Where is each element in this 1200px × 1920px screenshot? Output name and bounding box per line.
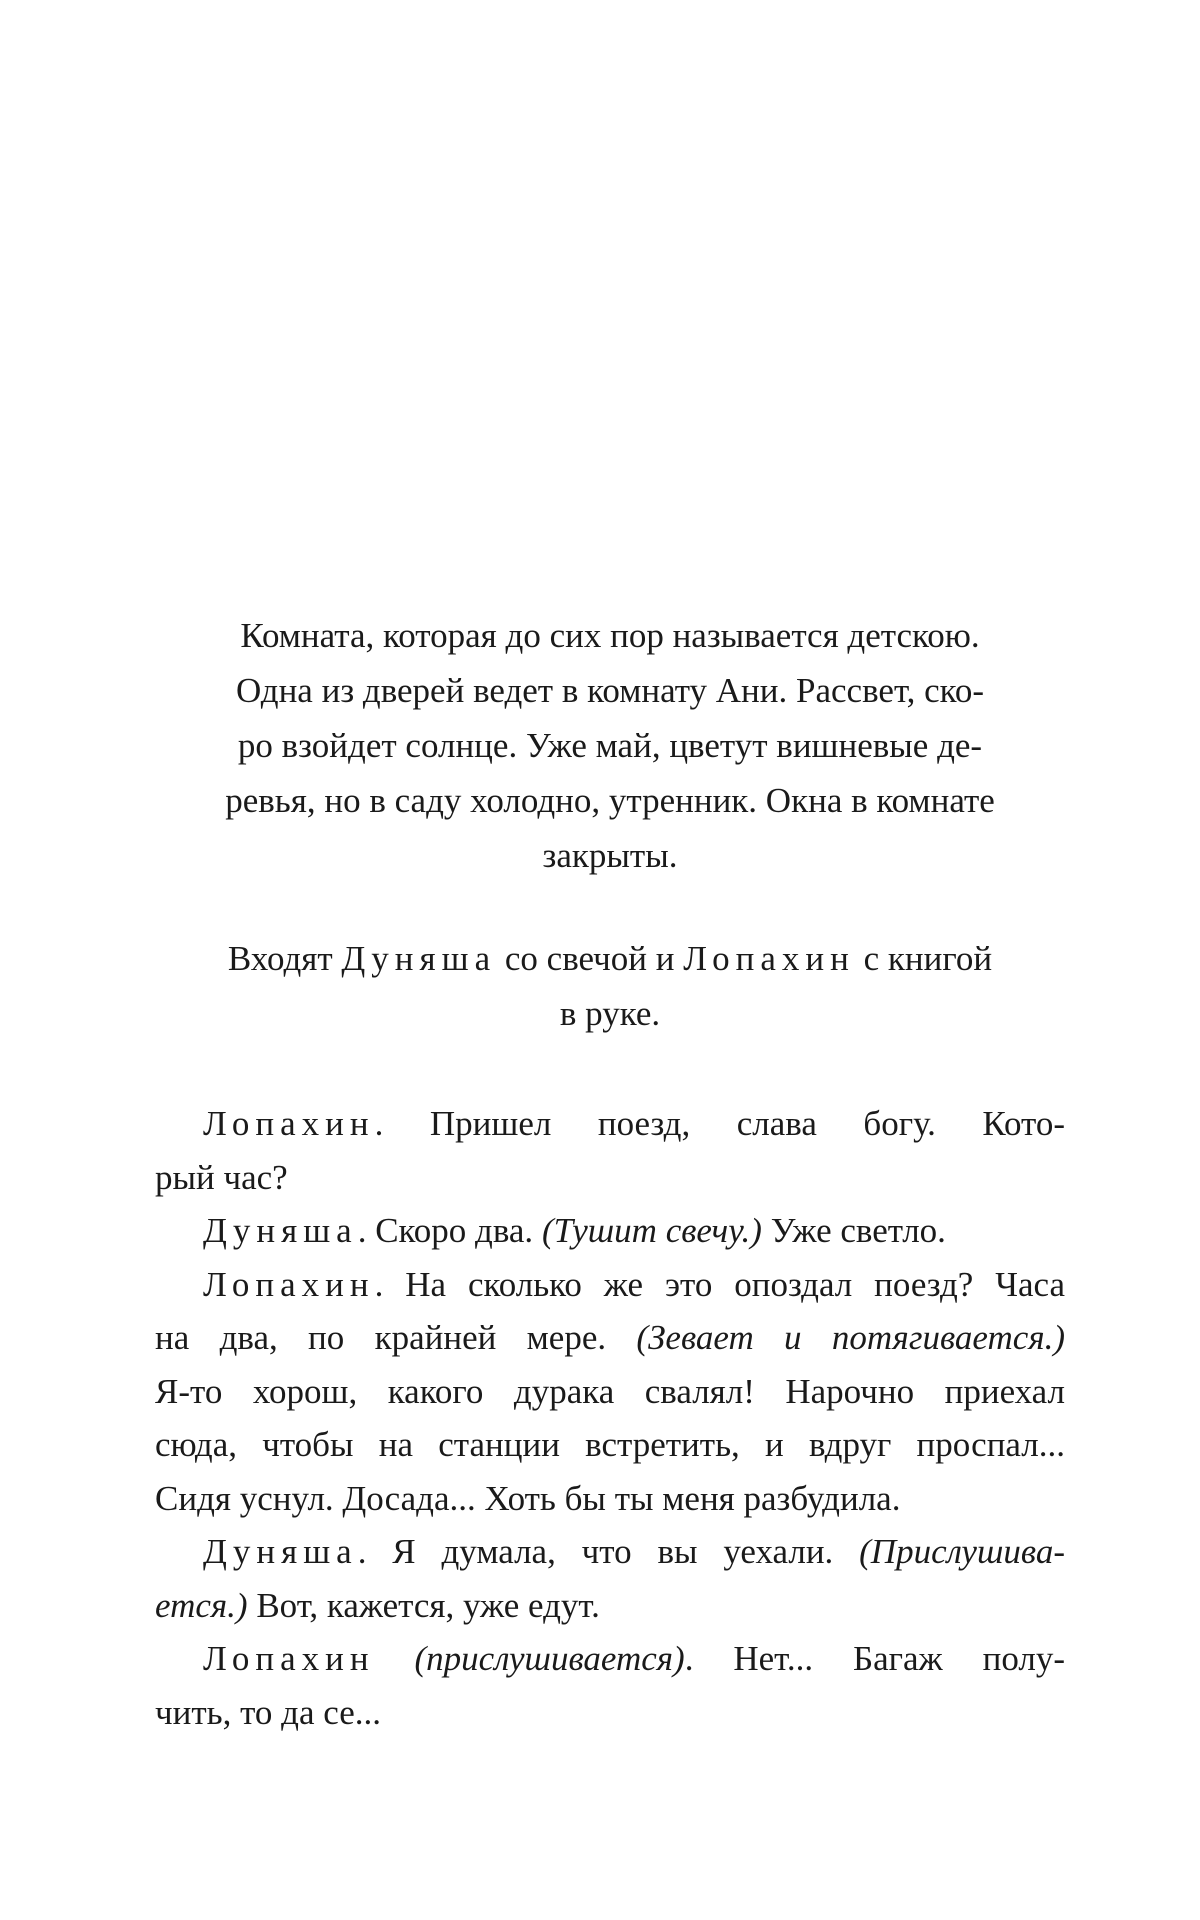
dialogue (155, 1097, 1065, 1739)
speech-text: . Скоро два. (357, 1211, 542, 1250)
stage-remark: (Прислушива- (859, 1532, 1065, 1571)
stage-remark: (прислушивается) (414, 1639, 685, 1678)
dialogue-text-line: сюда, чтобы на станции встретить, и вдруг проспал... (155, 1425, 1065, 1464)
dialogue-line (155, 1097, 1065, 1204)
entrance-prefix: Входят (227, 939, 342, 978)
speaker-name: Лопахин (203, 1104, 375, 1143)
speech-text: . Пришел поезд, слава богу. Кото- (374, 1104, 1065, 1143)
dialogue-text-line: рый час? (155, 1157, 288, 1197)
entrance-direction (155, 931, 1065, 1041)
dialogue-text-line (155, 1632, 1065, 1686)
dialogue-text-line: Я-то хорош, какого дурака свалял! Нарочно приехал (155, 1371, 1065, 1411)
stage-direction-line: Одна из дверей ведет в комнату Ани. Рассвет, ско- (235, 671, 985, 710)
entrance-line-1 (155, 931, 1065, 986)
dialogue-text-line: Сидя уснул. Досада... Хоть бы ты меня разбудила. (155, 1478, 901, 1518)
speech-text: . Я думала, что вы уехали. (357, 1532, 860, 1571)
speech-text: Вот, кажется, уже едут. (247, 1585, 600, 1625)
dialogue-text-line (155, 1258, 1065, 1312)
speaker-name: Лопахин (203, 1264, 375, 1304)
dialogue-line (155, 1204, 1065, 1258)
dialogue-line (155, 1525, 1065, 1632)
speaker-name: Дуняша (203, 1532, 358, 1571)
dialogue-text-line: чить, то да се... (155, 1692, 382, 1732)
entrance-suffix: с книгой (854, 939, 993, 978)
speaker-name: Дуняша (203, 1211, 358, 1250)
dialogue-text-line (155, 1311, 1065, 1365)
speech-text: . Нет... Багаж полу- (684, 1639, 1065, 1678)
entrance-middle: со свечой и (496, 939, 684, 978)
dialogue-text-line (155, 1525, 1065, 1579)
stage-remark: ется.) (155, 1585, 248, 1625)
speech-text: на два, по крайней мере. (155, 1318, 637, 1357)
stage-direction-line: закрыты. (542, 836, 678, 875)
stage-remark: (Тушит свечу.) (541, 1211, 762, 1250)
character-name: Дуняша (341, 939, 497, 978)
speech-text: Уже светло. (761, 1211, 946, 1250)
dialogue-line (155, 1258, 1065, 1526)
speech-text (375, 1639, 415, 1678)
dialogue-text-line (155, 1579, 1065, 1633)
dialogue-line (155, 1632, 1065, 1739)
dialogue-text-line (155, 1097, 1065, 1151)
stage-direction-line: ревья, но в саду холодно, утренник. Окна в комнате (225, 781, 995, 820)
character-name: Лопахин (683, 939, 855, 978)
speech-text: . На сколько же это опоздал поезд? Часа (374, 1264, 1065, 1304)
entrance-line-2: в руке. (559, 994, 661, 1033)
text-page (155, 608, 1065, 1739)
stage-direction-line: Комната, которая до сих пор называется детскою. (240, 616, 980, 655)
speaker-name: Лопахин (203, 1639, 375, 1678)
stage-remark: (Зевает и потягивается.) (636, 1318, 1065, 1357)
stage-direction (195, 608, 1025, 883)
stage-direction-line: ро взойдет солнце. Уже май, цветут вишневые де- (237, 726, 983, 765)
dialogue-text-line (155, 1204, 1065, 1258)
